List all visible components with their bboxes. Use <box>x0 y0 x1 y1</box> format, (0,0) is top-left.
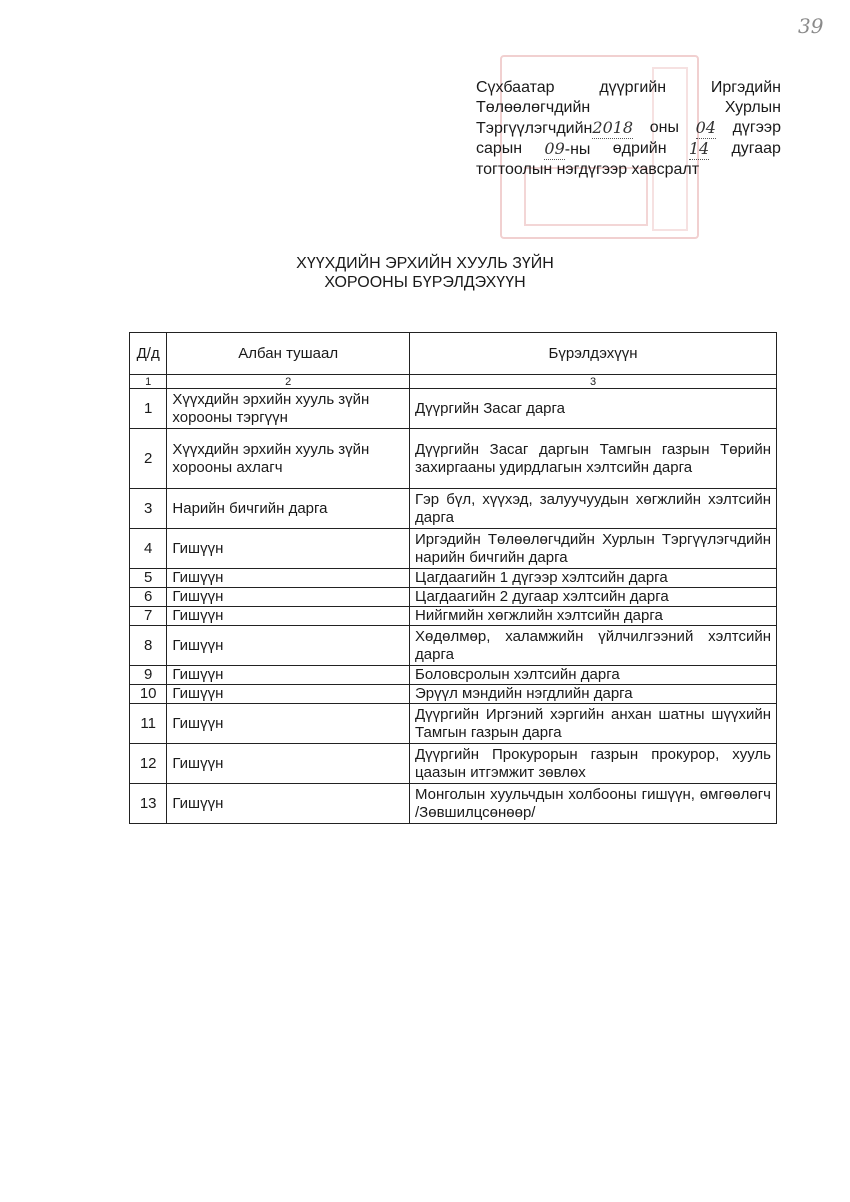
table-row <box>130 784 777 824</box>
index-cell: 2 <box>167 375 410 389</box>
note-word: дүгээр <box>732 119 781 136</box>
handwritten-number: 14 <box>688 139 710 158</box>
table-row <box>130 429 777 489</box>
row-member: Хөдөлмөр, халамжийн үйлчилгээний хэлтсийн дарга <box>410 626 777 666</box>
note-word: -ны <box>564 141 591 158</box>
row-member: Цагдаагийн 2 дугаар хэлтсийн дарга <box>410 588 777 607</box>
page-number: 39 <box>798 14 824 38</box>
row-number: 7 <box>130 607 167 626</box>
table-index-row <box>130 375 777 389</box>
table-row <box>130 626 777 666</box>
row-position: Гишүүн <box>167 685 410 704</box>
row-position: Хүүхдийн эрхийн хууль зүйн хорооны тэргүүн <box>167 389 410 429</box>
row-position: Гишүүн <box>167 784 410 824</box>
row-number: 8 <box>130 626 167 666</box>
header-number: Д/д <box>130 333 167 375</box>
table-row <box>130 685 777 704</box>
table-row <box>130 607 777 626</box>
row-position: Нарийн бичгийн дарга <box>167 489 410 529</box>
row-position: Гишүүн <box>167 626 410 666</box>
index-cell: 1 <box>130 375 167 389</box>
note-word: дугаар <box>731 140 781 157</box>
note-fragment <box>476 118 633 139</box>
resolution-note-line-2 <box>476 98 781 118</box>
row-member: Цагдаагийн 1 дүгээр хэлтсийн дарга <box>410 569 777 588</box>
row-number: 4 <box>130 529 167 569</box>
row-member: Боловсролын хэлтсийн дарга <box>410 666 777 685</box>
resolution-note-line-1 <box>476 78 781 98</box>
note-word: оны <box>649 119 679 136</box>
resolution-note-line-5: тогтоолын нэгдүгээр хавсралт <box>476 161 700 178</box>
table-row <box>130 529 777 569</box>
note-word: сарын <box>476 140 523 157</box>
row-position: Гишүүн <box>167 607 410 626</box>
note-word: Иргэдийн <box>710 79 781 96</box>
row-number: 13 <box>130 784 167 824</box>
table-header-row <box>130 333 777 375</box>
note-word: дүүргийн <box>599 79 667 96</box>
resolution-note <box>476 78 781 180</box>
table-row <box>130 489 777 529</box>
note-word: Сүхбаатар <box>476 79 555 96</box>
row-number: 1 <box>130 389 167 429</box>
row-member: Иргэдийн Төлөөлөгчдийн Хурлын Тэргүүлэгчдийн нарийн бичгийн дарга <box>410 529 777 569</box>
row-member: Дүүргийн Засаг даргын Тамгын газрын Төрийн захиргааны удирдлагын хэлтсийн дарга <box>410 429 777 489</box>
title-line-1: ХҮҮХДИЙН ЭРХИЙН ХУУЛЬ ЗҮЙН <box>296 255 554 272</box>
table-row <box>130 389 777 429</box>
row-number: 12 <box>130 744 167 784</box>
table-row <box>130 569 777 588</box>
row-number: 10 <box>130 685 167 704</box>
row-member: Монголын хуульчдын холбооны гишүүн, өмгөөлөгч /Зөвшилцсөнөөр/ <box>410 784 777 824</box>
row-position: Хүүхдийн эрхийн хууль зүйн хорооны ахлагч <box>167 429 410 489</box>
title-line-2: ХОРООНЫ БҮРЭЛДЭХҮҮН <box>324 274 526 291</box>
resolution-note-line-3 <box>476 118 781 139</box>
row-position: Гишүүн <box>167 666 410 685</box>
row-number: 3 <box>130 489 167 529</box>
header-member: Бүрэлдэхүүн <box>410 333 777 375</box>
table-row <box>130 666 777 685</box>
row-member: Дүүргийн Прокурорын газрын прокурор, хууль цаазын итгэмжит зөвлөх <box>410 744 777 784</box>
index-cell: 3 <box>410 375 777 389</box>
row-member: Эрүүл мэндийн нэгдлийн дарга <box>410 685 777 704</box>
note-fragment <box>544 139 590 160</box>
row-member: Дүүргийн Иргэний хэргийн анхан шатны шүүхийн Тамгын газрын дарга <box>410 704 777 744</box>
committee-members-table <box>129 332 777 824</box>
note-word: Тэргүүлэгчдийн <box>476 120 593 137</box>
handwritten-day: 09 <box>544 139 565 158</box>
row-number: 9 <box>130 666 167 685</box>
handwritten-year: 2018 <box>592 118 634 137</box>
table-row <box>130 704 777 744</box>
row-position: Гишүүн <box>167 588 410 607</box>
row-number: 2 <box>130 429 167 489</box>
resolution-note-line-4 <box>476 139 781 160</box>
header-position: Албан тушаал <box>167 333 410 375</box>
note-word: Хурлын <box>724 99 781 116</box>
row-position: Гишүүн <box>167 569 410 588</box>
row-position: Гишүүн <box>167 529 410 569</box>
note-word: өдрийн <box>612 140 667 157</box>
document-title <box>0 254 850 292</box>
row-member: Дүүргийн Засаг дарга <box>410 389 777 429</box>
row-number: 11 <box>130 704 167 744</box>
row-number: 5 <box>130 569 167 588</box>
row-position: Гишүүн <box>167 704 410 744</box>
handwritten-month: 04 <box>695 118 716 137</box>
row-member: Гэр бүл, хүүхэд, залуучуудын хөгжлийн хэлтсийн дарга <box>410 489 777 529</box>
row-number: 6 <box>130 588 167 607</box>
note-word: Төлөөлөгчдийн <box>476 99 591 116</box>
table-row <box>130 744 777 784</box>
row-position: Гишүүн <box>167 744 410 784</box>
row-member: Нийгмийн хөгжлийн хэлтсийн дарга <box>410 607 777 626</box>
table-row <box>130 588 777 607</box>
